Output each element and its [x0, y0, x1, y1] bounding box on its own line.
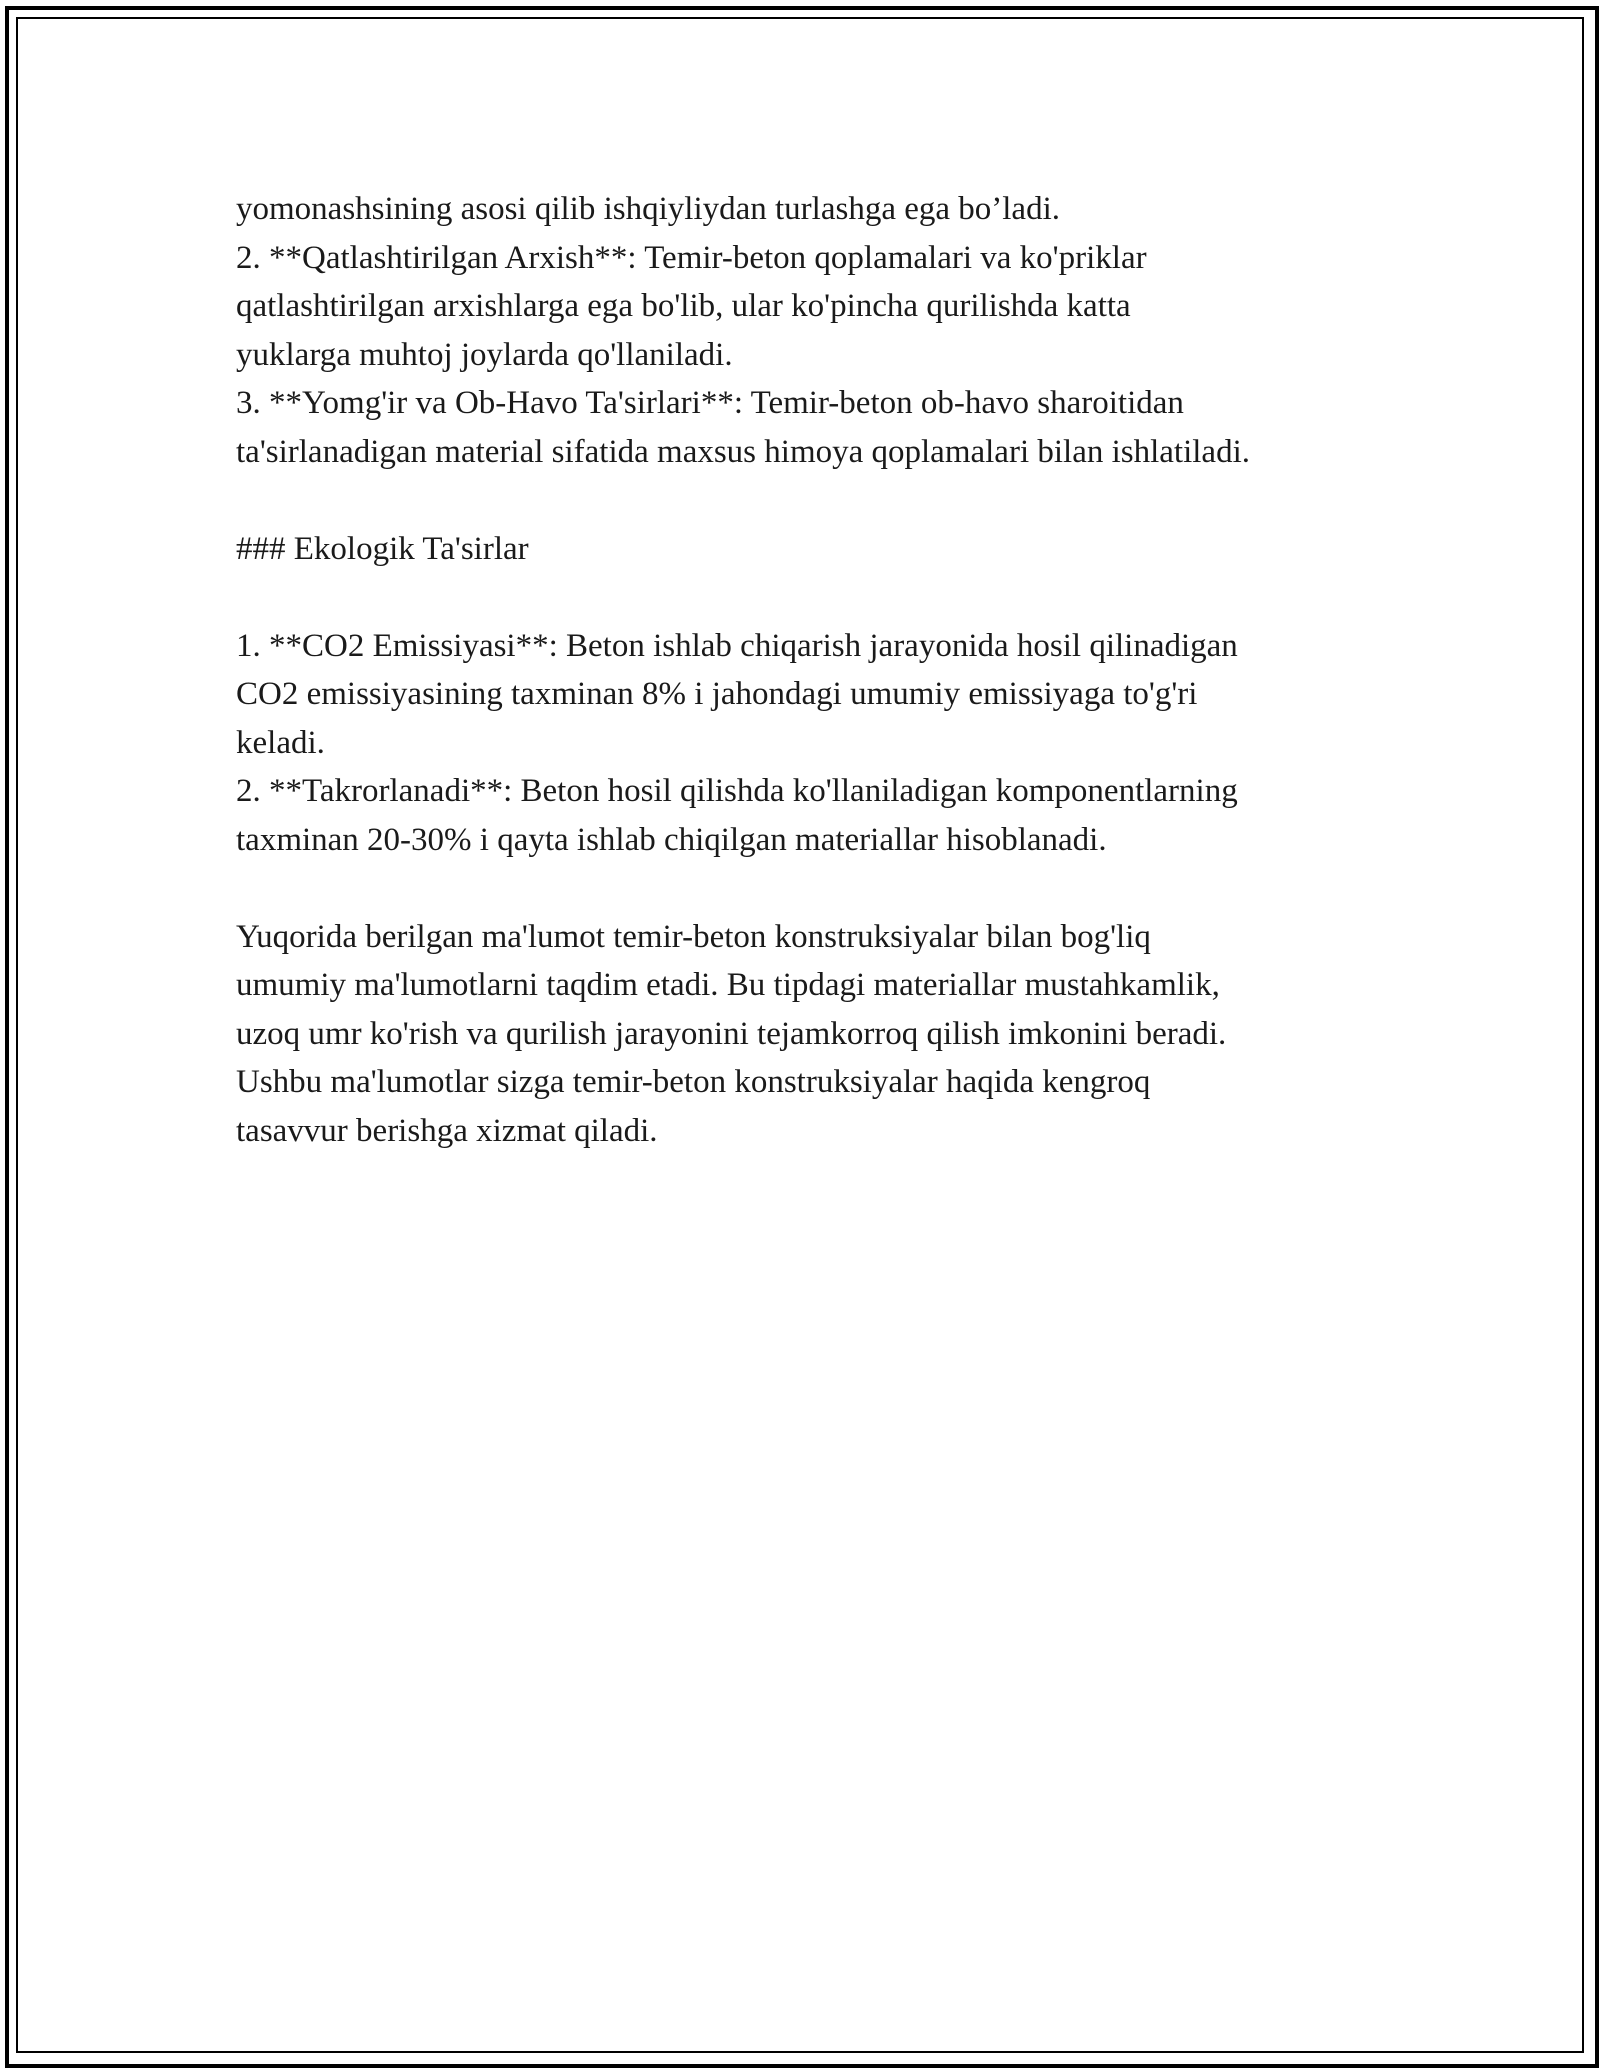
text-line: keladi.: [236, 724, 325, 761]
list-item: 3. **Yomg'ir va Ob-Havo Ta'sirlari**: Temir-beton ob-havo sharoitidan: [236, 385, 1184, 421]
text-line: taxminan 20-30% i qayta ishlab chiqilgan materiallar hisoblanadi.: [236, 821, 1107, 858]
text-line: Yuqorida berilgan ma'lumot temir-beton konstruksiyalar bilan bog'liq: [236, 918, 1151, 955]
text-line: uzoq umr ko'rish va qurilish jarayonini tejamkorroq qilish imkonini beradi.: [236, 1015, 1227, 1052]
text-line: tasavvur berishga xizmat qiladi.: [236, 1112, 658, 1149]
text-line: qatlashtirilgan arxishlarga ega bo'lib, ular ko'pincha qurilishda katta: [236, 288, 1131, 324]
text-line: ta'sirlanadigan material sifatida maxsus himoya qoplamalari bilan ishlatiladi.: [236, 433, 1250, 470]
list-item: 2. **Qatlashtirilgan Arxish**: Temir-beton qoplamalari va ko'priklar: [236, 239, 1147, 276]
list-item: 2. **Takrorlanadi**: Beton hosil qilishda ko'llaniladigan komponentlarning: [236, 773, 1238, 809]
text-line: CO2 emissiyasining taxminan 8% i jahondagi umumiy emissiyaga to'g'ri: [236, 676, 1198, 712]
ecology-list: [236, 622, 1416, 865]
text-line: Ushbu ma'lumotlar sizga temir-beton konstruksiyalar haqida kengroq: [236, 1064, 1151, 1100]
text-line: yuklarga muhtoj joylarda qo'llaniladi.: [236, 336, 733, 373]
text-line: umumiy ma'lumotlarni taqdim etadi. Bu tipdagi materiallar mustahkamlik,: [236, 967, 1220, 1003]
document-body: [236, 185, 1416, 1155]
paragraph-spacer: [236, 573, 1416, 622]
paragraph-spacer: [236, 864, 1416, 913]
paragraph-spacer: [236, 476, 1416, 525]
conclusion-paragraph: [236, 913, 1416, 1156]
section-heading: ### Ekologik Ta'sirlar: [236, 530, 529, 567]
list-item: 1. **CO2 Emissiyasi**: Beton ishlab chiqarish jarayonida hosil qilinadigan: [236, 627, 1238, 664]
continuation-paragraph: [236, 185, 1416, 476]
text-line: yomonashsining asosi qilib ishqiyliydan turlashga ega bo’ladi.: [236, 191, 1060, 227]
